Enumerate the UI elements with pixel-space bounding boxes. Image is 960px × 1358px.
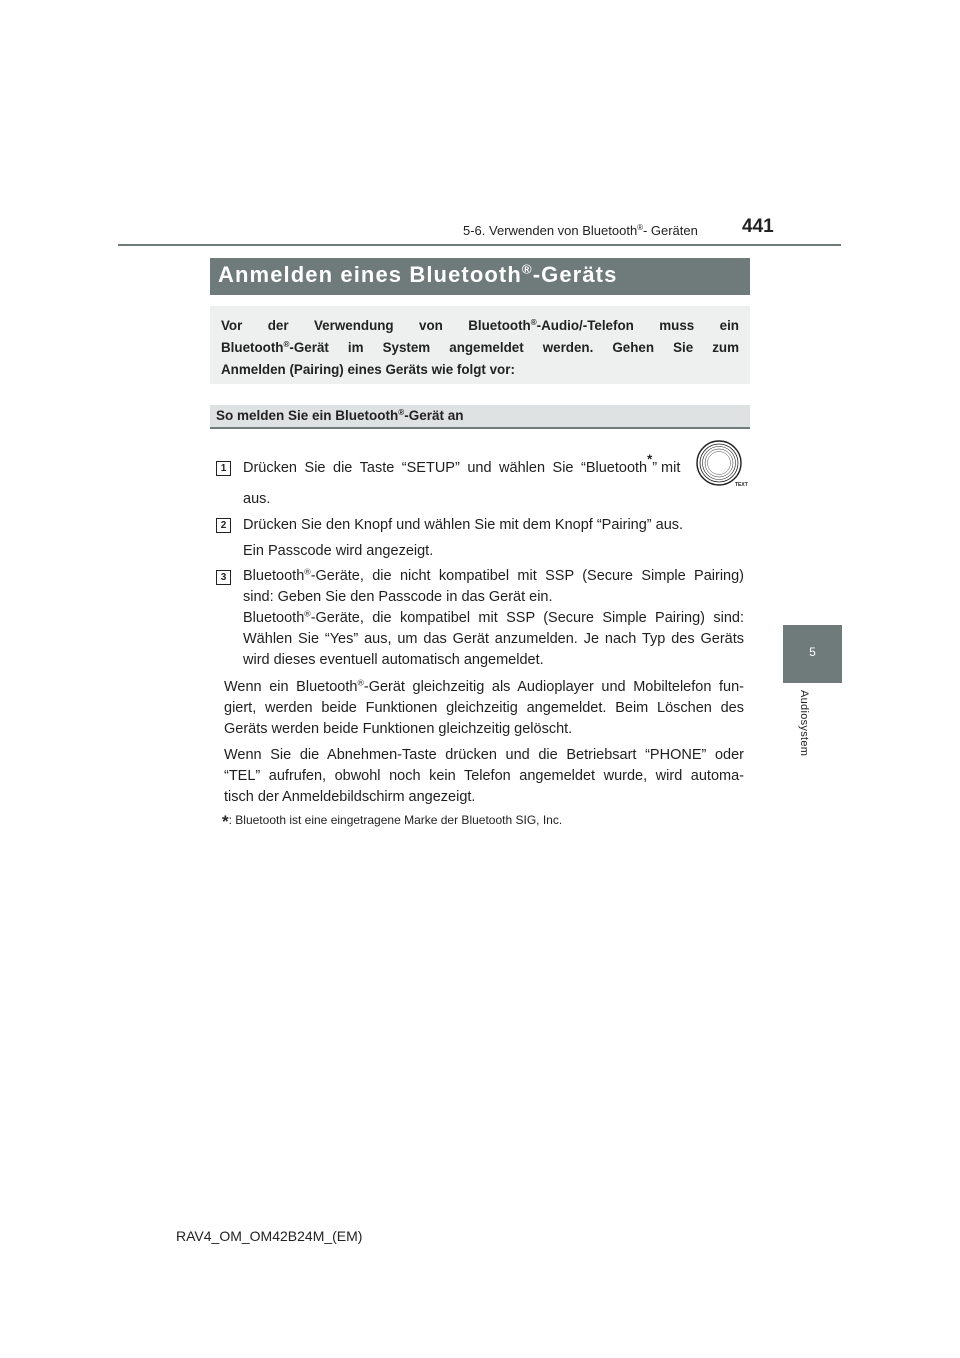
knob-label: TEXT xyxy=(735,482,748,488)
note-1-line-2: giert, werden beide Funktionen gleichzeitig angemeldet. Beim Löschen des xyxy=(224,700,744,716)
step-1-line-1: Drücken Sie die Taste “SETUP” und wählen Sie “Bluetooth*” mit xyxy=(243,451,681,476)
note-1-line-3: Geräts werden beide Funktionen gleichzeitig gelöscht. xyxy=(224,721,573,737)
note-dual-function xyxy=(224,677,744,740)
step-3-text xyxy=(243,566,744,671)
section-heading: Anmelden eines Bluetooth®-Geräts xyxy=(218,261,618,287)
step-3-line-3: Bluetooth®-Geräte, die kompatibel mit SSP (Secure Simple Pairing) sind: xyxy=(243,608,744,626)
footnote: *: Bluetooth ist eine eingetragene Marke der Bluetooth SIG, Inc. xyxy=(222,812,563,831)
note-2-line-2: “TEL” aufrufen, obwohl noch kein Telefon angemeldet wurde, wird automa- xyxy=(224,768,744,784)
intro-box xyxy=(210,306,750,384)
subheading: So melden Sie ein Bluetooth®-Gerät an xyxy=(216,407,464,423)
intro-line-2: Bluetooth®-Gerät im System angemeldet werden. Gehen Sie zum xyxy=(221,339,739,355)
step-number-1: 1 xyxy=(216,461,231,476)
note-1-line-1: Wenn ein Bluetooth®-Gerät gleichzeitig als Audioplayer und Mobiltelefon fun- xyxy=(224,677,744,695)
running-header-section: 5-6. Verwenden von Bluetooth®- Geräten xyxy=(463,222,698,238)
step-3-line-2: sind: Geben Sie den Passcode in das Gerät ein. xyxy=(243,589,553,605)
chapter-number: 5 xyxy=(809,645,816,659)
subheading-bar xyxy=(210,405,750,429)
registered-mark: ® xyxy=(521,261,533,277)
asterisk: * xyxy=(647,451,653,467)
step-1-line-2: aus. xyxy=(243,491,271,507)
step-3-line-4: Wählen Sie “Yes” aus, um das Gerät anzumelden. Je nach Typ des Geräts xyxy=(243,631,744,647)
chapter-tab xyxy=(783,625,842,683)
document-code: RAV4_OM_OM42B24M_(EM) xyxy=(176,1228,363,1244)
step-2-line-2: Ein Passcode wird angezeigt. xyxy=(243,543,434,559)
note-phone-mode xyxy=(224,745,744,808)
chapter-label: Audiosystem xyxy=(798,690,810,757)
intro-line-3: Anmelden (Pairing) eines Geräts wie folgt vor: xyxy=(221,362,515,377)
step-3-line-1: Bluetooth®-Geräte, die nicht kompatibel mit SSP (Secure Simple Pairing) xyxy=(243,566,744,584)
step-number-3: 3 xyxy=(216,570,231,585)
note-2-line-1: Wenn Sie die Abnehmen-Taste drücken und die Betriebsart “PHONE” oder xyxy=(224,747,744,763)
step-number-2: 2 xyxy=(216,518,231,533)
header-divider xyxy=(118,244,841,246)
intro-line-1: Vor der Verwendung von Bluetooth®-Audio/-Telefon muss ein xyxy=(221,317,739,333)
step-3-line-5: wird dieses eventuell automatisch angemeldet. xyxy=(243,652,544,668)
registered-mark: ® xyxy=(637,222,643,232)
note-2-line-3: tisch der Anmeldebildschirm angezeigt. xyxy=(224,789,476,805)
section-heading-bar xyxy=(210,258,750,295)
step-2-line-1: Drücken Sie den Knopf und wählen Sie mit dem Knopf “Pairing” aus. xyxy=(243,517,684,533)
page-number: 441 xyxy=(742,216,774,237)
tune-knob-icon xyxy=(695,439,748,488)
